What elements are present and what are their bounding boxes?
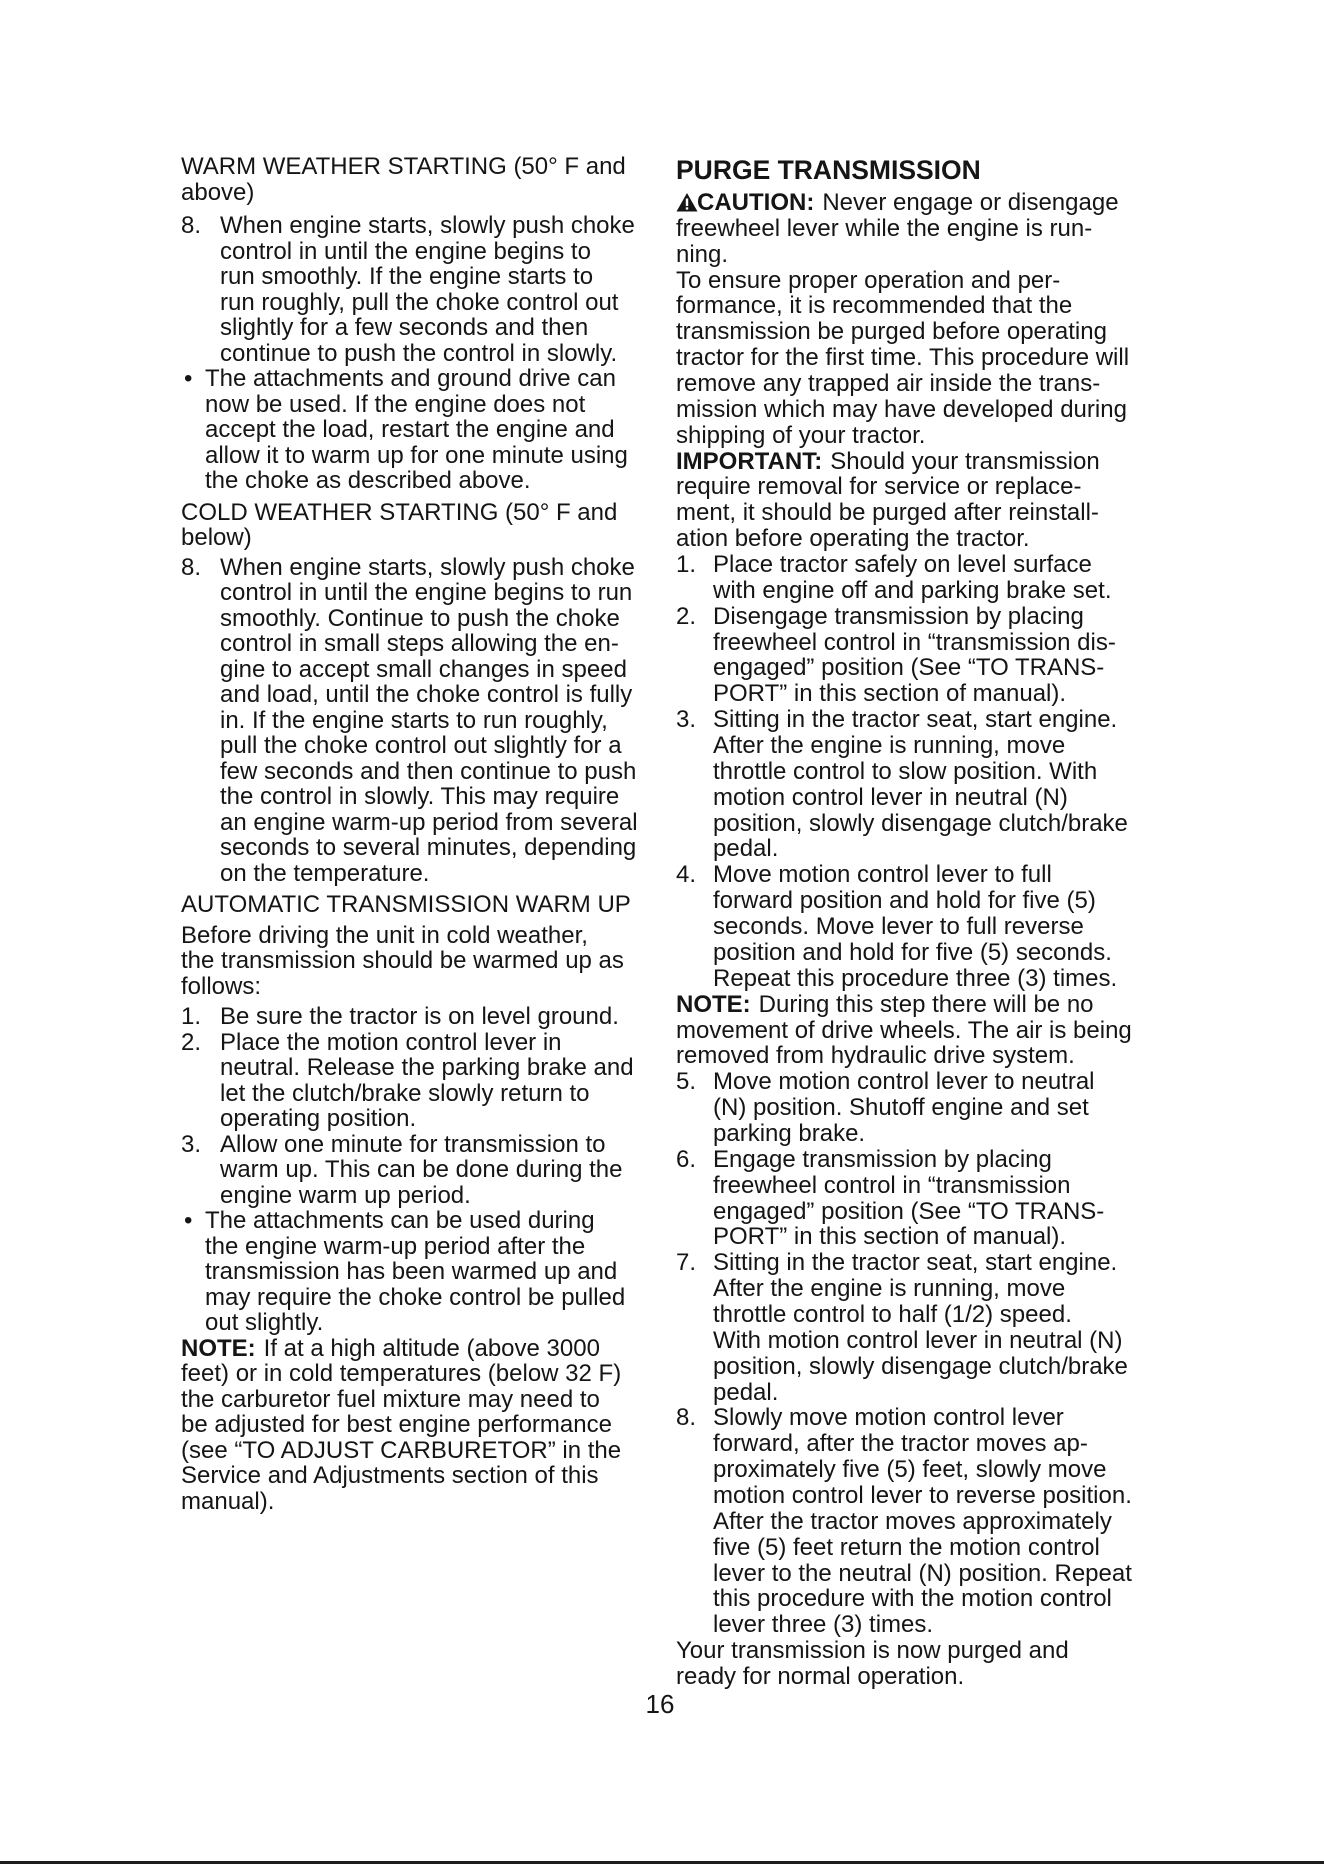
purge-step-6 (676, 1147, 1132, 1250)
step-body (220, 1132, 622, 1209)
text-line: slightly for a few seconds and then (220, 314, 589, 341)
step-number: 3. (676, 706, 697, 734)
text-line: remove any trapped air inside the trans- (676, 370, 1101, 398)
text-line: position and hold for five (5) seconds. (713, 938, 1112, 966)
step-body (220, 1004, 619, 1030)
caution-label: CAUTION: (697, 189, 815, 216)
text-line: engine warm up period. (220, 1181, 471, 1209)
text-line: the control in slowly. This may require (220, 783, 620, 810)
warm-step-8 (181, 213, 638, 366)
text-line: Sitting in the tractor seat, start engine. (713, 706, 1118, 734)
bullet-body (205, 366, 628, 494)
text-line: continue to push the control in slowly. (220, 339, 618, 367)
text-line: with engine off and parking brake set. (713, 576, 1112, 604)
important-text: Should your transmission (830, 447, 1100, 475)
text-line: COLD WEATHER STARTING (50° F and (181, 498, 618, 526)
note-label: NOTE: (676, 990, 751, 1018)
bullet-body (205, 1208, 625, 1336)
text-line: The attachments and ground drive can (205, 365, 616, 392)
text-line: neutral. Release the parking brake and (220, 1054, 634, 1081)
bullet-marker: • (184, 365, 193, 392)
text-line: lever to the neutral (N) position. Repeat (713, 1559, 1132, 1587)
text-line: With motion control lever in neutral (N) (713, 1326, 1123, 1354)
text-line: (see “TO ADJUST CARBURETOR” in the (181, 1436, 622, 1464)
text-line: Before driving the unit in cold weather, (181, 921, 588, 949)
text-line (676, 449, 1132, 475)
step-number: 4. (676, 861, 697, 889)
text-line: Allow one minute for transmission to (220, 1130, 606, 1158)
text-line: pedal. (713, 835, 779, 863)
text-line: an engine warm-up period from several (220, 808, 638, 836)
text-line: the choke as described above. (205, 467, 531, 494)
text-line: Place the motion control lever in (220, 1028, 562, 1056)
purge-closing (676, 1638, 1132, 1690)
step-body (713, 1405, 1132, 1638)
step-number: 8. (181, 212, 202, 239)
note-text: If at a high altitude (above 3000 (263, 1334, 600, 1362)
step-body (713, 1250, 1128, 1405)
text-line: above) (181, 178, 255, 206)
text-line: When engine starts, slowly push choke (220, 553, 635, 581)
auto-step-3 (181, 1132, 638, 1209)
purge-step-5 (676, 1069, 1132, 1147)
text-line: ready for normal operation. (676, 1662, 965, 1690)
text-line: movement of drive wheels. The air is being (676, 1016, 1132, 1044)
text-line: Disengage transmission by placing (713, 602, 1084, 630)
auto-step-2 (181, 1030, 638, 1132)
text-line (181, 1336, 638, 1362)
step-body (220, 1030, 634, 1132)
text-line: control in until the engine begins to (220, 237, 591, 265)
text-line: allow it to warm up for one minute using (205, 441, 628, 469)
text-line: let the clutch/brake slowly return to (220, 1079, 590, 1107)
purge-transmission-heading: PURGE TRANSMISSION (676, 155, 981, 185)
text-line: control in small steps allowing the en- (220, 630, 619, 657)
text-line: parking brake. (713, 1119, 866, 1147)
text-line: freewheel control in “transmission dis- (713, 628, 1116, 656)
text-line: follows: (181, 972, 262, 1000)
warning-triangle-icon (676, 192, 698, 212)
text-line: run roughly, pull the choke control out (220, 288, 619, 316)
right-column (676, 155, 1132, 1690)
text-line: throttle control to slow position. With (713, 757, 1098, 785)
text-line: the transmission should be warmed up as (181, 947, 624, 974)
text-line: shipping of your tractor. (676, 421, 926, 449)
page-number: 16 (645, 1689, 675, 1719)
cold-weather-heading (181, 500, 638, 551)
text-line: Place tractor safely on level surface (713, 551, 1092, 579)
important-block (676, 449, 1132, 552)
text-line: position, slowly disengage clutch/brake (713, 1352, 1128, 1380)
text-line: engaged” position (See “TO TRANS- (713, 654, 1105, 682)
text-line: After the tractor moves approximately (713, 1507, 1112, 1535)
text-line: Your transmission is now purged and (676, 1637, 1069, 1665)
text-line: pull the choke control out slightly for a (220, 732, 622, 759)
text-line (676, 190, 1132, 216)
text-line: be adjusted for best engine performance (181, 1411, 612, 1438)
text-line: transmission be purged before operating (676, 318, 1107, 346)
text-line: out slightly. (205, 1309, 324, 1336)
text-line: Service and Adjustments section of this (181, 1462, 599, 1489)
step-number: 7. (676, 1249, 697, 1277)
purge-step-7 (676, 1250, 1132, 1405)
step-number: 2. (181, 1028, 202, 1056)
text-line: (N) position. Shutoff engine and set (713, 1094, 1089, 1122)
text-line: now be used. If the engine does not (205, 390, 586, 418)
text-line: The attachments can be used during (205, 1207, 595, 1234)
text-line: seconds to several minutes, depending (220, 834, 637, 861)
text-line: seconds. Move lever to full reverse (713, 913, 1084, 941)
purge-note (676, 992, 1132, 1070)
text-line: freewheel control in “transmission (713, 1171, 1071, 1199)
text-line: this procedure with the motion control (713, 1585, 1112, 1613)
text-line: Repeat this procedure three (3) times. (713, 964, 1118, 992)
text-line: require removal for service or replace- (676, 473, 1082, 501)
warm-weather-heading (181, 154, 638, 205)
text-line: throttle control to half (1/2) speed. (713, 1300, 1072, 1328)
auto-warm-up-intro (181, 923, 638, 1000)
step-body (713, 552, 1111, 604)
text-line: may require the choke control be pulled (205, 1283, 626, 1311)
altitude-note (181, 1336, 638, 1515)
text-line: feet) or in cold temperatures (below 32 F) (181, 1360, 622, 1387)
text-line: To ensure proper operation and per- (676, 266, 1061, 294)
text-line: motion control lever in neutral (N) (713, 783, 1068, 811)
auto-warm-up-heading: AUTOMATIC TRANSMISSION WARM UP (181, 891, 631, 918)
text-line: run smoothly. If the engine starts to (220, 263, 594, 290)
cold-step-8 (181, 555, 638, 887)
caution-block (676, 190, 1132, 268)
text-line: freewheel lever while the engine is run- (676, 214, 1093, 242)
purge-step-2 (676, 604, 1132, 707)
purge-intro (676, 268, 1132, 449)
text-line: transmission has been warmed up and (205, 1258, 618, 1285)
note-text: During this step there will be no (758, 990, 1094, 1018)
text-line: forward, after the tractor moves ap- (713, 1430, 1088, 1458)
text-line: and load, until the choke control is fully (220, 681, 633, 708)
text-line: five (5) feet return the motion control (713, 1533, 1100, 1561)
bullet-marker: • (184, 1207, 193, 1234)
left-column (181, 154, 638, 1514)
text-line: Move motion control lever to neutral (713, 1068, 1095, 1096)
purge-step-8 (676, 1405, 1132, 1638)
text-line: ning. (676, 240, 729, 268)
auto-step-1 (181, 1004, 638, 1030)
text-line: Move motion control lever to full (713, 861, 1052, 889)
step-body (713, 1147, 1104, 1250)
text-line: PORT” in this section of manual). (713, 680, 1067, 708)
note-label: NOTE: (181, 1334, 256, 1362)
text-line: When engine starts, slowly push choke (220, 212, 635, 239)
text-line: After the engine is running, move (713, 732, 1066, 760)
text-line: on the temperature. (220, 859, 430, 887)
text-line: After the engine is running, move (713, 1275, 1066, 1303)
warm-bullet-item (181, 366, 638, 494)
text-line: few seconds and then continue to push (220, 757, 637, 785)
text-line: tractor for the first time. This procedure will (676, 344, 1130, 372)
scan-edge-line (0, 1861, 1324, 1864)
step-body (713, 862, 1117, 991)
text-line: manual). (181, 1487, 275, 1515)
step-number: 3. (181, 1130, 202, 1158)
text-line: ation before operating the tractor. (676, 525, 1030, 553)
step-body (713, 707, 1128, 862)
text-line: below) (181, 524, 252, 551)
text-line: engaged” position (See “TO TRANS- (713, 1197, 1105, 1225)
text-line: the engine warm-up period after the (205, 1232, 586, 1260)
step-body (713, 1069, 1095, 1147)
text-line: lever three (3) times. (713, 1611, 934, 1639)
text-line: accept the load, restart the engine and (205, 416, 615, 443)
text-line: mission which may have developed during (676, 395, 1127, 423)
text-line: proximately five (5) feet, slowly move (713, 1456, 1107, 1484)
auto-bullet-item (181, 1208, 638, 1336)
text-line: Slowly move motion control lever (713, 1404, 1064, 1432)
text-line: the carburetor fuel mixture may need to (181, 1385, 600, 1413)
text-line: ment, it should be purged after reinstall- (676, 499, 1099, 527)
step-number: 1. (181, 1003, 202, 1030)
step-number: 8. (676, 1404, 697, 1432)
text-line: forward position and hold for five (5) (713, 887, 1096, 915)
text-line: Sitting in the tractor seat, start engine. (713, 1249, 1118, 1277)
text-line: motion control lever to reverse position. (713, 1481, 1132, 1509)
step-number: 5. (676, 1068, 697, 1096)
text-line: pedal. (713, 1378, 779, 1406)
step-number: 6. (676, 1145, 697, 1173)
important-label: IMPORTANT: (676, 447, 823, 475)
text-line: PORT” in this section of manual). (713, 1223, 1067, 1251)
text-line: Engage transmission by placing (713, 1145, 1052, 1173)
text-line: smoothly. Continue to push the choke (220, 604, 620, 632)
step-number: 1. (676, 551, 697, 579)
caution-text: Never engage or disengage (822, 189, 1119, 216)
text-line: position, slowly disengage clutch/brake (713, 809, 1128, 837)
text-line: in. If the engine starts to run roughly, (220, 706, 608, 734)
text-line: formance, it is recommended that the (676, 292, 1073, 320)
purge-step-4 (676, 862, 1132, 991)
step-body (220, 555, 638, 887)
step-number: 2. (676, 602, 697, 630)
text-line: operating position. (220, 1105, 417, 1132)
text-line: Be sure the tractor is on level ground. (220, 1003, 619, 1030)
step-number: 8. (181, 553, 202, 581)
step-body (713, 604, 1116, 707)
purge-step-1 (676, 552, 1132, 604)
text-line: removed from hydraulic drive system. (676, 1042, 1075, 1070)
text-line: warm up. This can be done during the (220, 1156, 623, 1183)
text-line: WARM WEATHER STARTING (50° F and (181, 153, 626, 180)
text-line: gine to accept small changes in speed (220, 655, 627, 683)
text-line (676, 992, 1132, 1018)
step-body (220, 213, 635, 366)
text-line: control in until the engine begins to run (220, 579, 633, 606)
purge-step-3 (676, 707, 1132, 862)
